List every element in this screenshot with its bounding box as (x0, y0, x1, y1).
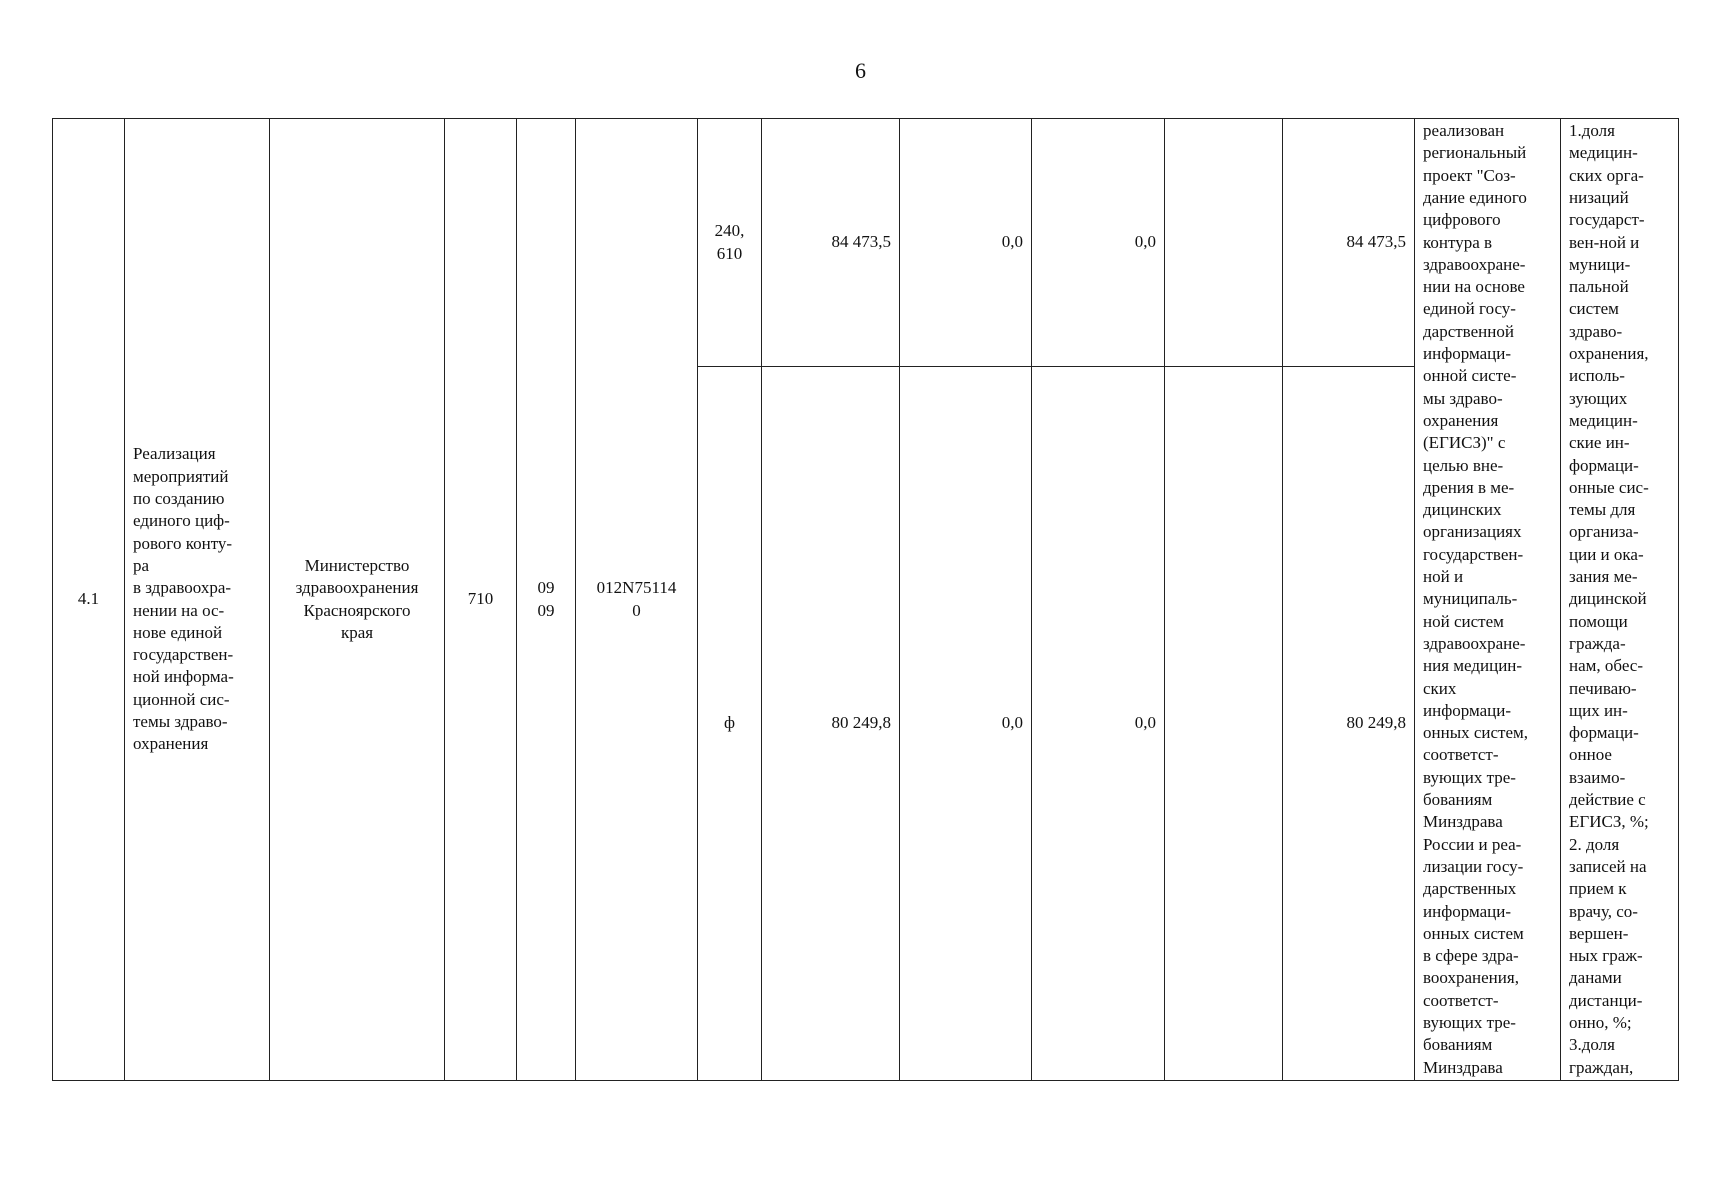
row-number-cell: 4.1 (53, 119, 125, 1081)
administrator-cell: Министерство здравоохранения Красноярского края (270, 119, 445, 1081)
amount-2-cell: 0,0 (900, 119, 1032, 367)
amount-1-cell: 84 473,5 (762, 119, 900, 367)
vr-cell: 240, 610 (698, 119, 762, 367)
amount-4-cell (1165, 367, 1283, 1081)
expected-result-cell: реализован региональный проект "Соз- дание единого цифрового контура в здравоохране- нии на основе единой госу- дарственной информаци- онной систе- мы здраво- охранения (ЕГИСЗ)" с целью вне- дрения в ме- дицинских организациях государствен- ной и муниципаль- ной систем здравоохране- ния медицин- ских информаци- онных систем, соответст- вующих тре- бованиям Минздрава России и реа- лизации госу- дарственных информаци- онных систем в сфере здра- воохранения, соответст- вующих тре- бованиям Минздрава (1415, 119, 1561, 1081)
amount-4-cell (1165, 119, 1283, 367)
amount-1-cell: 80 249,8 (762, 367, 900, 1081)
total-cell: 80 249,8 (1283, 367, 1415, 1081)
indicators-cell: 1.доля медицин- ских орга- низаций государст- вен-ной и муници- пальной систем здраво- охранения, исполь- зующих медицин- ские ин- формаци- онные сис- темы для организа- ции и ока- зания ме- дицинской помощи гражда- нам, обес- печиваю- щих ин- формаци- онное взаимо- действие с ЕГИСЗ, %; 2. доля записей на прием к врачу, со- вершен- ных граж- данами дистанци- онно, %; 3.доля граждан, (1561, 119, 1679, 1081)
event-name-cell: Реализация мероприятий по созданию единого циф- рового конту- ра в здравоохра- нении на ос- нове единой государствен- ной информа- ционной сис- темы здраво- охранения (125, 119, 270, 1081)
table-row (53, 119, 1679, 367)
amount-3-cell: 0,0 (1032, 119, 1165, 367)
page-number: 6 (855, 58, 866, 83)
rzpr-cell: 09 09 (517, 119, 576, 1081)
csr-cell: 012N75114 0 (576, 119, 698, 1081)
vr-cell: ф (698, 367, 762, 1081)
budget-table (52, 118, 1679, 1081)
grbs-cell: 710 (445, 119, 517, 1081)
total-cell: 84 473,5 (1283, 119, 1415, 367)
amount-3-cell: 0,0 (1032, 367, 1165, 1081)
amount-2-cell: 0,0 (900, 367, 1032, 1081)
